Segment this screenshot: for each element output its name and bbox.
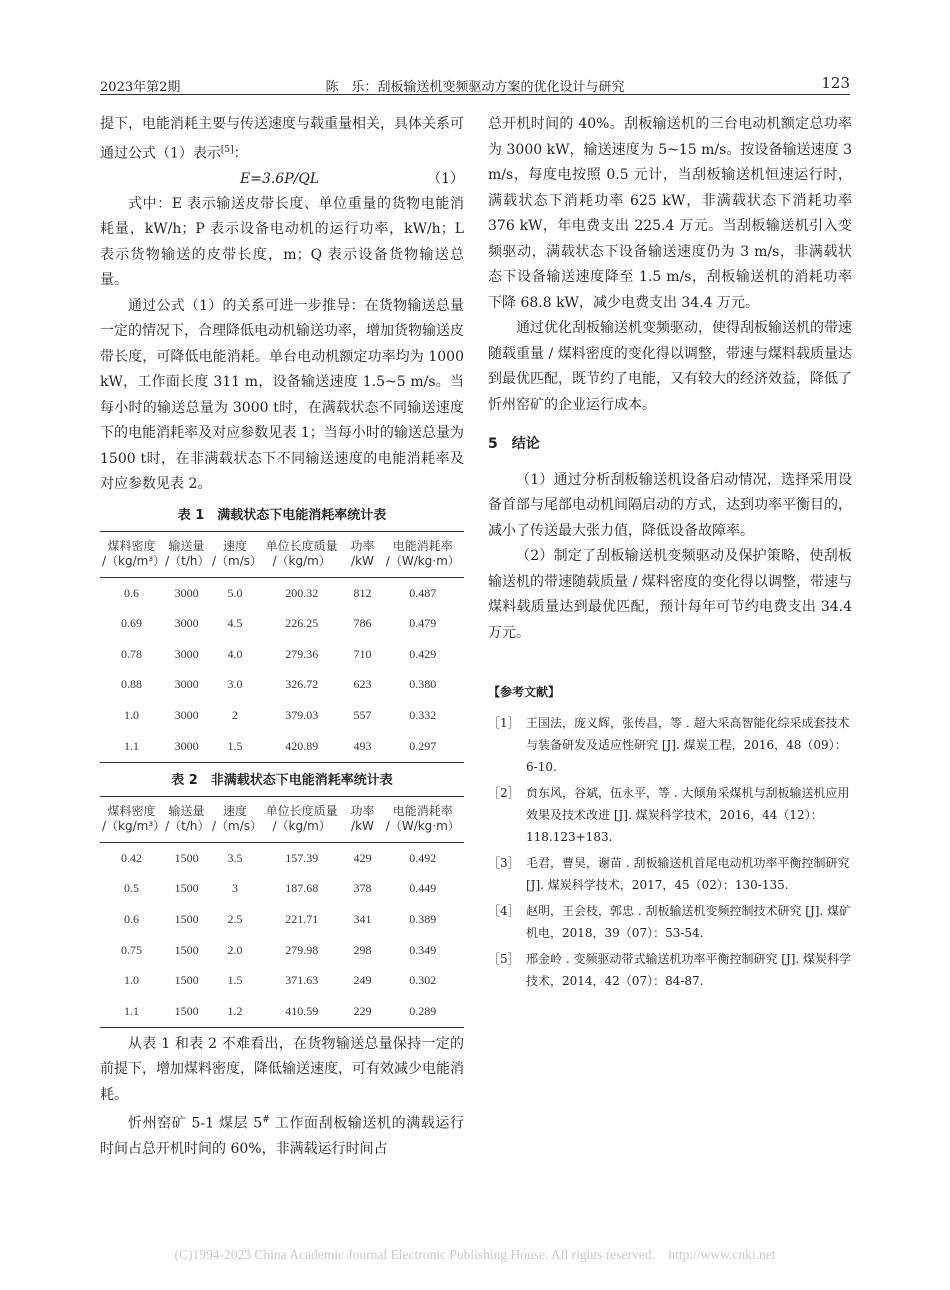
table1-header-cell: 功率 /kW — [343, 532, 381, 578]
reference-index: ［1］ — [488, 715, 520, 730]
table-cell: 4.0 — [227, 646, 243, 661]
table-cell: 557 — [353, 708, 372, 723]
table-row — [100, 874, 464, 905]
table2-header-cell: 速度 /（m/s） — [210, 797, 260, 843]
table-cell: 221.71 — [285, 911, 319, 926]
table-cell: 1.0 — [124, 973, 140, 988]
reference-item — [488, 900, 852, 944]
table-cell: 187.68 — [285, 881, 319, 896]
table-cell: 623 — [353, 677, 372, 692]
reference-text: 赵明，王会枝，郭忠 . 刮板输送机变频控制技术研究 [J]. 煤矿机电，2018，39（07）：53-54. — [526, 903, 852, 940]
table-cell: 0.6 — [124, 585, 140, 600]
citation[interactable]: [5] — [220, 144, 234, 155]
left-column — [100, 112, 464, 1163]
table-cell: 1.5 — [210, 731, 260, 762]
table-cell: 0.5 — [124, 881, 140, 896]
table-row — [100, 996, 464, 1027]
paragraph-continued: 总开机时间的 40%。刮板输送机的三台电动机额定总功率为 3000 kW，输送速度为 5~15 m/s。按设备输送速度 3 m/s，每度电按照 0.5 元计，当刮板输送机恒速运行时，满载状态下消耗功率 625 kW，非满载状态下消耗功率 376 kW，年电费支出 225.4 万元。当刮板输送机引入变频驱动，满载状态下设备输送速度仍为 3 m/s，非满载状态下设备输送速度降至 1.5 m/s，刮板输送机的消耗功率下降 68.8 kW，减少电费支出 34.4 万元。 — [488, 116, 852, 311]
table-row — [100, 966, 464, 997]
table-cell: 0.302 — [409, 973, 437, 988]
table1-header-cell: 煤料密度 /（kg/m³） — [100, 532, 163, 578]
table-cell: 0.6 — [124, 911, 140, 926]
table-cell: 279.98 — [285, 942, 319, 957]
table-cell: 2.5 — [227, 911, 243, 926]
table-cell: 378 — [353, 881, 372, 896]
table-cell: 1500 — [163, 996, 210, 1027]
right-column — [488, 112, 852, 996]
table-cell: 0.289 — [382, 996, 464, 1027]
table-cell: 3000 — [174, 677, 199, 692]
running-title: 陈 乐：刮板输送机变频驱动方案的优化设计与研究 — [325, 80, 625, 95]
table-cell: 429 — [353, 850, 372, 865]
table-cell: 3000 — [174, 585, 199, 600]
table-cell: 0.42 — [121, 850, 143, 865]
table-cell: 249 — [353, 973, 372, 988]
paragraph-intro: 提下，电能消耗主要与传送速度与载重量相关，具体关系可通过公式（1）表示[5]： — [100, 116, 464, 162]
table-cell: 371.63 — [285, 973, 319, 988]
reference-index: ［3］ — [488, 855, 520, 870]
table-cell: 786 — [353, 616, 372, 631]
table-cell: 3000 — [174, 616, 199, 631]
table1-header-row — [100, 532, 464, 578]
reference-text: 邢金岭 . 变频驱动带式输送机功率平衡控制研究 [J]. 煤炭科学技术，2014，42（07）：84-87. — [526, 951, 852, 988]
table1-caption: 表 1 满载状态下电能消耗率统计表 — [177, 507, 387, 523]
reference-index: ［5］ — [488, 951, 520, 966]
table-cell: 0.332 — [409, 708, 437, 723]
formula-1 — [100, 167, 464, 192]
reference-text: 王国法，庞义辉，张传昌，等 . 超大采高智能化综采成套技术与装备研发及适应性研究 [J]. 煤炭工程，2016，48（09）：6-10. — [526, 715, 850, 774]
table-cell: 3000 — [174, 708, 199, 723]
table-cell: 0.479 — [409, 616, 437, 631]
table-cell: 5.0 — [227, 585, 243, 600]
table2 — [100, 796, 464, 1028]
table-row — [100, 578, 464, 609]
page-number: 123 — [821, 74, 850, 92]
table-cell: 2.0 — [227, 942, 243, 957]
table-cell: 493 — [343, 731, 381, 762]
table-cell: 1500 — [174, 850, 199, 865]
table-row — [100, 639, 464, 670]
reference-index: ［2］ — [488, 785, 520, 800]
table-row — [100, 701, 464, 732]
conclusion-1: （1）通过分析刮板输送机设备启动情况，选择采用设备首部与尾部电动机间隔启动的方式，达到功率平衡目的，减小了传送最大张力值，降低设备故障率。 — [488, 471, 852, 539]
table-cell: 1.0 — [124, 708, 140, 723]
table-cell: 326.72 — [285, 677, 319, 692]
reference-list — [488, 712, 852, 992]
table-cell: 200.32 — [285, 585, 319, 600]
copyright-footer: (C)1994-2023 China Academic Journal Electronic Publishing House. All rights reserved. http://www.cnki.net — [174, 1247, 776, 1262]
table-cell: 3.5 — [227, 850, 243, 865]
table-cell: 341 — [353, 911, 372, 926]
table-cell: 1.1 — [100, 996, 163, 1027]
table-cell: 0.88 — [121, 677, 143, 692]
table-cell: 229 — [343, 996, 381, 1027]
reference-item — [488, 948, 852, 992]
table-cell: 1.2 — [210, 996, 260, 1027]
table2-caption: 表 2 非满载状态下电能消耗率统计表 — [171, 772, 393, 788]
table1-header-cell: 单位长度质量 /（kg/m） — [260, 532, 343, 578]
table2-header-row — [100, 797, 464, 843]
reference-text: 贠东风，谷斌，伍永平，等 . 大倾角采煤机与刮板输送机应用效果及技术改进 [J]. 煤炭科学技术，2016，44（12）：118.123+183. — [526, 785, 850, 844]
table-cell: 379.03 — [285, 708, 319, 723]
table-cell: 157.39 — [285, 850, 319, 865]
table2-header-cell: 电能消耗率 /（W/kg·m） — [382, 797, 464, 843]
table-cell: 1.1 — [100, 731, 163, 762]
table-cell: 0.449 — [409, 881, 437, 896]
journal-issue: 2023年第2期 — [100, 80, 181, 95]
table-cell: 3000 — [174, 646, 199, 661]
table-cell: 812 — [353, 585, 372, 600]
table-cell: 0.297 — [382, 731, 464, 762]
table-cell: 1500 — [174, 881, 199, 896]
paragraph-optimization: 通过优化刮板输送机变频驱动，使得刮板输送机的带速随载重量 / 煤料密度的变化得以调整，带速与煤料载质量达到最优匹配，既节约了电能，又有较大的经济效益，降低了忻州窑矿的企业运行成本。 — [488, 320, 852, 413]
table-cell: 0.492 — [409, 850, 437, 865]
table-cell: 2 — [232, 708, 238, 723]
table-cell: 1500 — [174, 973, 199, 988]
formula-expression: E=3.6P/QL — [240, 170, 320, 187]
reference-item — [488, 712, 852, 778]
table-row — [100, 731, 464, 762]
header-rule — [100, 94, 850, 95]
table-cell: 4.5 — [227, 616, 243, 631]
conclusion-2: （2）制定了刮板输送机变频驱动及保护策略，使刮板输送机的带速随载质量 / 煤料密度的变化得以调整，带速与煤料载质量达到最优匹配，预计每年可节约电费支出 34.4 万元。 — [488, 548, 852, 641]
table-row — [100, 609, 464, 640]
table-cell: 0.487 — [409, 585, 437, 600]
reference-item — [488, 852, 852, 896]
table2-header-cell: 煤料密度 /（kg/m³） — [100, 797, 163, 843]
table-cell: 1500 — [174, 911, 199, 926]
table-cell: 298 — [353, 942, 372, 957]
table-cell: 226.25 — [285, 616, 319, 631]
table-cell: 1.5 — [227, 973, 243, 988]
paragraph-case: 忻州窑矿 5-1 煤层 5# 工作面刮板输送机的满载运行时间占总开机时间的 60%，非满载运行时间占 — [100, 1115, 464, 1158]
formula-number: （1） — [427, 170, 464, 187]
reference-text: 毛君，曹昊，谢苗 . 刮板输送机首尾电动机功率平衡控制研究 [J]. 煤炭科学技术，2017，45（02）：130-135. — [526, 855, 850, 892]
reference-item — [488, 782, 852, 848]
table-cell: 279.36 — [285, 646, 319, 661]
table-row — [100, 670, 464, 701]
paragraph-comparison: 从表 1 和表 2 不难看出，在货物输送总量保持一定的前提下，增加煤料密度，降低输送速度，可有效减少电能消耗。 — [100, 1035, 464, 1103]
table-row — [100, 935, 464, 966]
table-cell: 0.75 — [121, 942, 143, 957]
paragraph-derivation: 通过公式（1）的关系可进一步推导：在货物输送总量一定的情况下，合理降低电动机输送功率，增加货物输送皮带长度，可降低电能消耗。单台电动机额定功率均为 1000 kW，工作面长度 311 m，设备输送速度 1.5~5 m/s。当每小时的输送总量为 3000 t时，在满载状态不同输送速度下的电能消耗率及对应参数见表 1；当每小时的输送总量为 1500 t时，在非满载状态下不同输送速度的电能消耗率及对应参数见表 2。 — [100, 297, 464, 493]
table2-header-cell: 功率 /kW — [343, 797, 381, 843]
table2-header-cell: 单位长度质量 /（kg/m） — [260, 797, 343, 843]
paragraph-variables: 式中：E 表示输送皮带长度、单位重量的货物电能消耗量，kW/h；P 表示设备电动机的运行功率，kW/h；L 表示货物输送的皮带长度，m；Q 表示设备货物输送总量。 — [100, 195, 464, 289]
table-cell: 0.380 — [409, 677, 437, 692]
table1-header-cell: 电能消耗率 /（W/kg·m） — [382, 532, 464, 578]
table-cell: 0.69 — [121, 616, 143, 631]
table-cell: 3.0 — [227, 677, 243, 692]
table1-header-cell: 速度 /（m/s） — [210, 532, 260, 578]
table2-header-cell: 输送量 /（t/h） — [163, 797, 210, 843]
table-cell: 0.429 — [409, 646, 437, 661]
reference-index: ［4］ — [488, 903, 520, 918]
table-cell: 3000 — [163, 731, 210, 762]
table-cell: 1500 — [174, 942, 199, 957]
table-cell: 420.89 — [260, 731, 343, 762]
table-cell: 410.59 — [260, 996, 343, 1027]
table-row — [100, 904, 464, 935]
table-cell: 0.78 — [121, 646, 143, 661]
table-cell: 3 — [232, 881, 238, 896]
table-cell: 0.389 — [409, 911, 437, 926]
table1-header-cell: 输送量 /（t/h） — [163, 532, 210, 578]
table-row — [100, 843, 464, 874]
table-cell: 710 — [353, 646, 372, 661]
table-cell: 0.349 — [409, 942, 437, 957]
references-heading: 【参考文献】 — [488, 685, 561, 699]
table1 — [100, 531, 464, 763]
section-title: 5 结论 — [488, 436, 540, 452]
